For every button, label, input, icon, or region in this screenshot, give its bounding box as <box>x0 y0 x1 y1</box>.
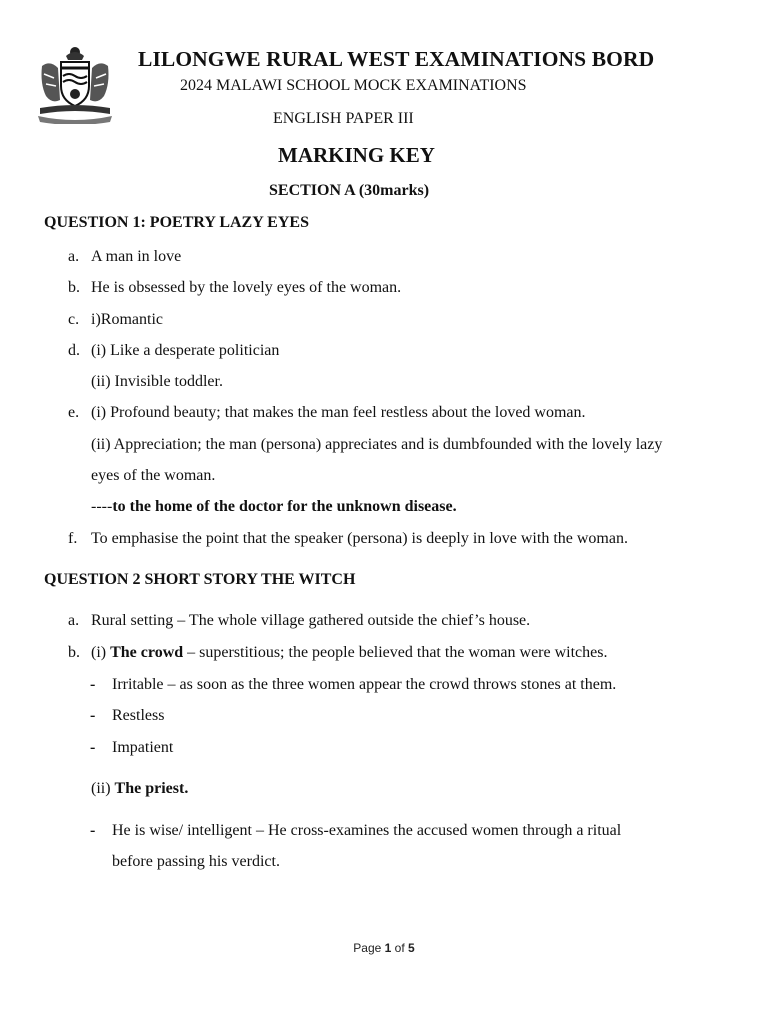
list-marker: e. <box>68 404 80 421</box>
q2-priest-label: The priest. <box>114 780 189 797</box>
q1-answer-e2-line2: eyes of the woman. <box>91 467 216 484</box>
q2-bullet-wise-line1: He is wise/ intelligent – He cross-examines the accused women through a ritual <box>112 822 622 839</box>
section-heading: SECTION A (30marks) <box>269 182 430 199</box>
q1-answer-e2-line1: (ii) Appreciation; the man (persona) appreciates and is dumbfounded with the lovely lazy <box>91 436 663 453</box>
board-title: LILONGWE RURAL WEST EXAMINATIONS BORD <box>138 47 655 71</box>
list-marker: d. <box>68 342 80 359</box>
q1-answer-e3 <box>91 498 457 516</box>
bullet-dash: - <box>90 676 96 693</box>
page-total: 5 <box>408 941 415 955</box>
sub-marker: (i) <box>91 644 111 661</box>
q1-answer-b: He is obsessed by the lovely eyes of the woman. <box>91 279 402 296</box>
q2-crowd-text: – superstitious; the people believed that the woman were witches. <box>183 644 608 661</box>
q2-bullet-irritable: Irritable – as soon as the three women appear the crowd throws stones at them. <box>112 676 617 693</box>
q1-answer-a: A man in love <box>91 248 182 265</box>
q2-bullet-impatient: Impatient <box>112 739 174 756</box>
q2-bullet-restless: Restless <box>112 707 165 724</box>
q1-answer-c: i)Romantic <box>91 311 163 328</box>
q1-answer-f: To emphasise the point that the speaker (persona) is deeply in love with the woman. <box>91 530 628 547</box>
bullet-dash: - <box>90 739 96 756</box>
q2-answer-b-ii <box>91 780 188 798</box>
paper-title: ENGLISH PAPER III <box>273 110 414 127</box>
bullet-dash: - <box>90 707 96 724</box>
q1-answer-d2: (ii) Invisible toddler. <box>91 373 223 390</box>
page-number-footer <box>0 941 768 955</box>
q1-answer-e1: (i) Profound beauty; that makes the man feel restless about the loved woman. <box>91 404 586 421</box>
q2-answer-a: Rural setting – The whole village gathered outside the chief’s house. <box>91 612 531 629</box>
q1-answer-e3-text: to the home of the doctor for the unknown disease. <box>112 498 457 515</box>
list-marker: a. <box>68 612 80 629</box>
bullet-dash: - <box>90 822 96 839</box>
question-2-heading: QUESTION 2 SHORT STORY THE WITCH <box>44 571 356 588</box>
exam-subtitle: 2024 MALAWI SCHOOL MOCK EXAMINATIONS <box>180 77 527 94</box>
sub-marker: (ii) <box>91 780 115 797</box>
list-marker: b. <box>68 644 80 661</box>
page-word: Page <box>353 941 382 955</box>
list-marker: b. <box>68 279 80 296</box>
list-marker: f. <box>68 530 78 547</box>
of-word: of <box>394 941 405 955</box>
coat-of-arms-logo <box>36 44 114 124</box>
q2-answer-b <box>91 644 607 662</box>
dash-prefix: ---- <box>91 498 113 515</box>
list-marker: c. <box>68 311 80 328</box>
q2-crowd-label: The crowd <box>110 644 184 661</box>
list-marker: a. <box>68 248 80 265</box>
page-current: 1 <box>384 941 392 955</box>
marking-key-heading: MARKING KEY <box>278 143 435 167</box>
q1-answer-d1: (i) Like a desperate politician <box>91 342 280 359</box>
coat-of-arms-icon <box>36 44 114 124</box>
q2-bullet-wise-line2: before passing his verdict. <box>112 853 280 870</box>
question-1-heading: QUESTION 1: POETRY LAZY EYES <box>44 214 309 231</box>
